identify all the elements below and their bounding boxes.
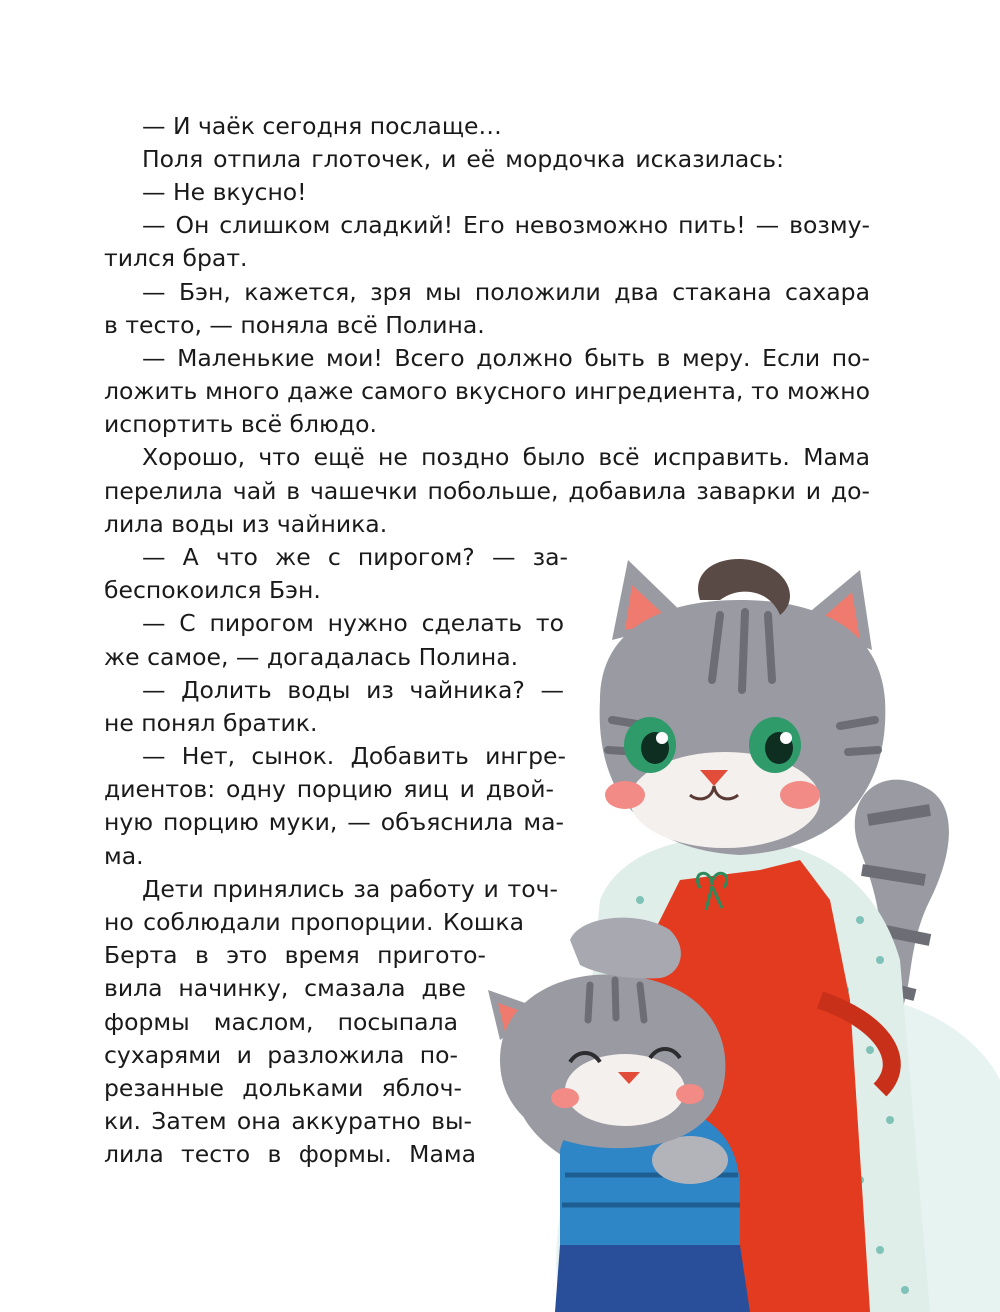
cheek-right — [780, 781, 820, 809]
text-line: ложить много даже самого вкусного ингредиента, то можно — [104, 377, 870, 405]
text-line: — Нет, сынок. Добавить ингре- — [142, 742, 566, 770]
text-line: тился брат. — [104, 244, 248, 272]
text-line: ную порцию муки, — объяснила ма- — [104, 808, 564, 836]
kitten-cheek-left — [551, 1088, 579, 1108]
kitten-cheek-right — [676, 1084, 704, 1104]
text-line: лила воды из чайника. — [104, 510, 388, 538]
mother-paw — [570, 918, 681, 979]
text-line: — Маленькие мои! Всего должно быть в меру. Если по- — [142, 344, 870, 372]
text-line: — А что же с пирогом? — за- — [142, 543, 568, 571]
text-line: беспокоился Бэн. — [104, 576, 321, 604]
text-line: Поля отпила глоточек, и её мордочка исказилась: — [142, 145, 784, 173]
text-line: — Долить воды из чайника? — — [142, 676, 564, 704]
text-line: лила тесто в формы. Мама — [104, 1140, 476, 1168]
text-line: сухарями и разложила по- — [104, 1041, 458, 1069]
text-line: Берта в это время пригото- — [104, 941, 486, 969]
text-line: — С пирогом нужно сделать то — [142, 609, 564, 637]
text-line: — Он слишком сладкий! Его невозможно пить! — возму- — [142, 211, 870, 239]
text-line: же самое, — догадалась Полина. — [104, 643, 519, 671]
kitten-pants — [555, 1245, 750, 1312]
cheek-left — [605, 781, 645, 809]
text-line: формы маслом, посыпала — [104, 1008, 458, 1036]
text-line: вила начинку, смазала две — [104, 974, 466, 1002]
eye-shine-left — [656, 732, 668, 744]
text-line: ки. Затем она аккуратно вы- — [104, 1107, 472, 1135]
text-line: испортить всё блюдо. — [104, 410, 377, 438]
text-line: — Не вкусно! — [142, 178, 307, 206]
eye-shine-right — [780, 732, 792, 744]
text-line: ма. — [104, 842, 144, 870]
text-line: в тесто, — поняла всё Полина. — [104, 311, 485, 339]
text-line: резанные дольками яблоч- — [104, 1074, 462, 1102]
text-line: — Бэн, кажется, зря мы положили два стакана сахара — [142, 278, 870, 306]
kitten-muzzle — [565, 1054, 685, 1126]
text-line: Дети принялись за работу и точ- — [142, 875, 558, 903]
text-line: но соблюдали пропорции. Кошка — [104, 908, 524, 936]
text-line: Хорошо, что ещё не поздно было всё исправить. Мама — [142, 443, 870, 471]
text-line: — И чаёк сегодня послаще… — [142, 112, 502, 140]
text-line: не понял братик. — [104, 709, 318, 737]
text-line: диентов: одну порцию яиц и двой- — [104, 775, 554, 803]
text-line: перелила чай в чашечки побольше, добавила заварки и до- — [104, 477, 870, 505]
kitten-paws — [652, 1136, 728, 1184]
cats-illustration — [480, 540, 1000, 1312]
